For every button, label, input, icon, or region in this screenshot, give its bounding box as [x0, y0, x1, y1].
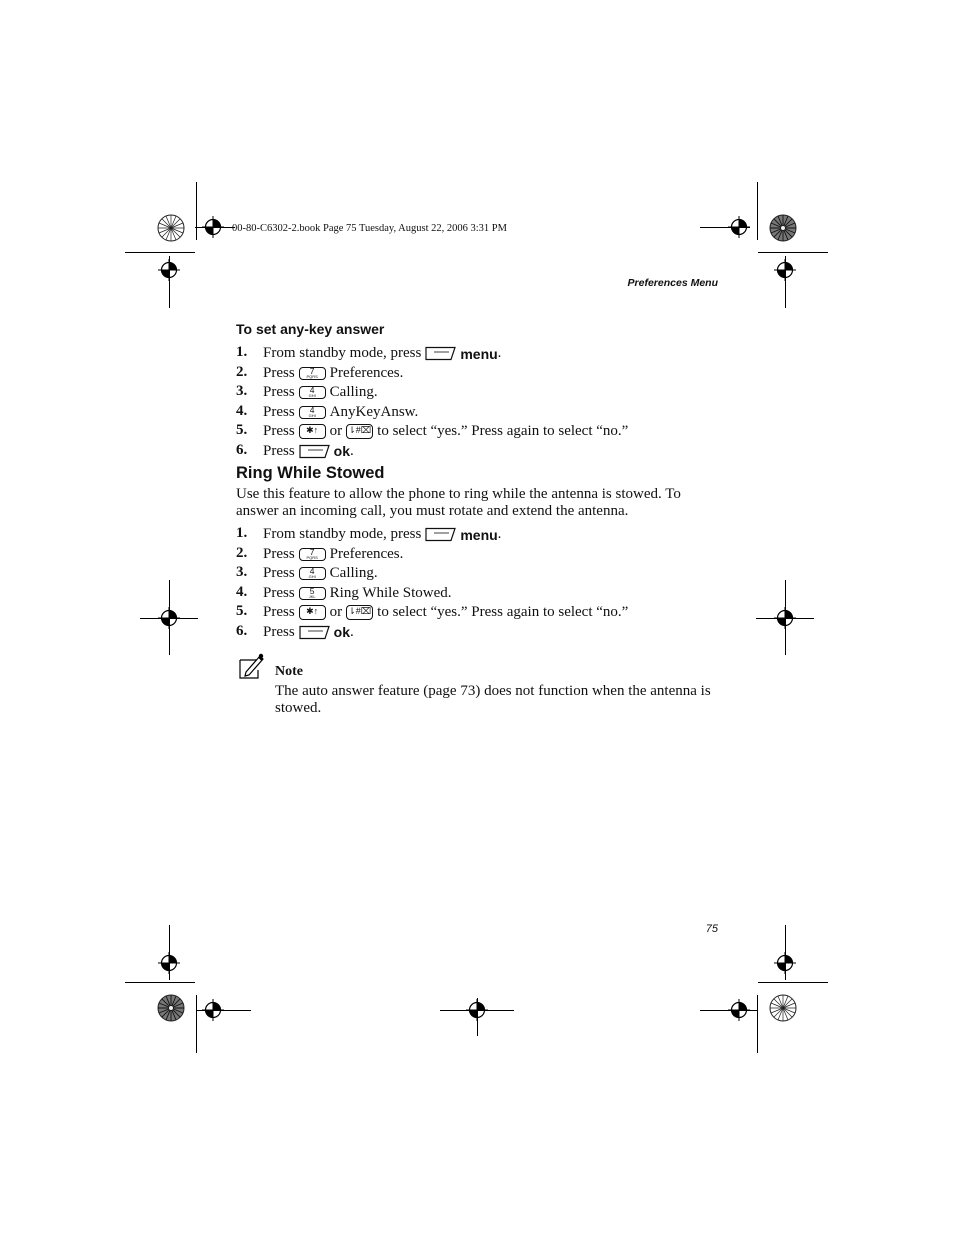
softkey-label: ok — [333, 443, 351, 459]
softkey-label: menu — [460, 345, 498, 362]
step-text: Preferences. — [329, 545, 404, 562]
softkey-label: menu — [460, 526, 498, 543]
key-letters: GHI — [308, 574, 316, 579]
step-number: 6. — [236, 622, 248, 639]
section-title: Ring While Stowed — [236, 464, 385, 482]
page-number: 75 — [705, 923, 718, 935]
step-body — [263, 623, 358, 642]
step-text: to select “yes.” Press again to select “no.” — [377, 423, 629, 439]
step-text: or — [329, 604, 343, 620]
keypad-key-icon — [299, 386, 326, 399]
softkey-icon — [425, 526, 456, 543]
step-text: . — [497, 345, 502, 361]
keypad-key-icon — [299, 548, 326, 561]
step-text: to select “yes.” Press again to select “no.” — [377, 604, 629, 620]
step-text: From standby mode, press — [263, 345, 422, 361]
key-glyph: ✱↑ — [306, 425, 319, 435]
softkey-icon — [299, 624, 330, 641]
step-number: 2. — [236, 544, 248, 561]
keypad-key-icon — [299, 406, 326, 419]
step-body — [263, 525, 505, 544]
step-number: 2. — [236, 363, 248, 380]
section-intro: Use this feature to allow the phone to ring while the antenna is stowed. To answer an incoming call, you must rotate and extend the antenna. — [236, 486, 681, 519]
step-text: . — [497, 526, 502, 542]
key-letters: PQRS — [306, 373, 318, 379]
step-text: Press — [263, 545, 295, 562]
softkey-icon — [425, 345, 456, 362]
softkey-label: ok — [333, 624, 351, 640]
key-letters: PQRS — [306, 554, 318, 560]
note-label: Note — [275, 664, 303, 679]
step-text: Calling. — [329, 565, 378, 581]
running-head: Preferences Menu — [627, 277, 718, 289]
step-text: Press — [263, 384, 295, 400]
keypad-key-icon — [299, 567, 326, 580]
step-text: Press — [263, 423, 295, 439]
key-digit: 7 — [309, 546, 315, 557]
key-glyph: ⇂#⌧ — [348, 606, 372, 616]
step-text: Press — [263, 565, 295, 581]
key-glyph: ⇂#⌧ — [348, 425, 372, 435]
key-digit: 4 — [309, 385, 315, 395]
pound-key-icon — [346, 605, 373, 620]
star-key-icon — [299, 424, 326, 439]
step-body — [263, 422, 632, 441]
book-info-slug: 00-80-C6302-2.book Page 75 Tuesday, August 22, 2006 3:31 PM — [232, 223, 507, 234]
step-body — [263, 344, 505, 363]
step-number: 4. — [236, 583, 248, 600]
key-digit: 4 — [309, 404, 315, 415]
step-text: . — [350, 623, 354, 640]
key-letters: GHI — [308, 393, 316, 398]
any-key-subhead: To set any-key answer — [236, 321, 385, 337]
step-body — [263, 603, 632, 622]
keypad-key-icon — [299, 587, 326, 600]
step-body — [263, 383, 382, 402]
star-key-icon — [299, 605, 326, 620]
step-number: 1. — [236, 344, 248, 360]
step-text: From standby mode, press — [263, 526, 422, 542]
step-text: Calling. — [329, 384, 378, 400]
step-body — [263, 364, 407, 383]
step-body — [263, 545, 407, 564]
step-text: Press — [263, 403, 295, 420]
step-text: Ring While Stowed. — [329, 584, 452, 601]
step-text: Preferences. — [329, 364, 404, 381]
note-pencil-icon — [238, 652, 266, 680]
step-number: 3. — [236, 383, 248, 399]
step-text: Press — [263, 364, 295, 381]
step-text: AnyKeyAnsw. — [329, 403, 419, 420]
softkey-icon — [299, 443, 330, 460]
step-text: Press — [263, 604, 295, 620]
step-body — [263, 584, 455, 603]
key-digit: 7 — [309, 365, 315, 376]
step-number: 6. — [236, 441, 248, 458]
keypad-key-icon — [299, 367, 326, 380]
step-body — [263, 564, 382, 583]
step-text: Press — [263, 584, 295, 601]
step-text: Press — [263, 623, 295, 640]
step-number: 5. — [236, 422, 248, 438]
step-text: or — [329, 423, 343, 439]
key-digit: 4 — [309, 566, 315, 576]
pound-key-icon — [346, 424, 373, 439]
step-body — [263, 403, 422, 422]
step-text: . — [350, 442, 354, 459]
step-body — [263, 442, 358, 461]
step-number: 1. — [236, 525, 248, 541]
step-text: Press — [263, 442, 295, 459]
key-glyph: ✱↑ — [306, 606, 319, 616]
note-text: The auto answer feature (page 73) does not function when the antenna is stowed. — [275, 683, 711, 716]
key-digit: 5 — [309, 585, 315, 596]
key-letters: JKL — [308, 593, 316, 599]
step-number: 5. — [236, 603, 248, 619]
step-number: 4. — [236, 402, 248, 419]
key-letters: GHI — [308, 412, 316, 418]
step-number: 3. — [236, 564, 248, 580]
